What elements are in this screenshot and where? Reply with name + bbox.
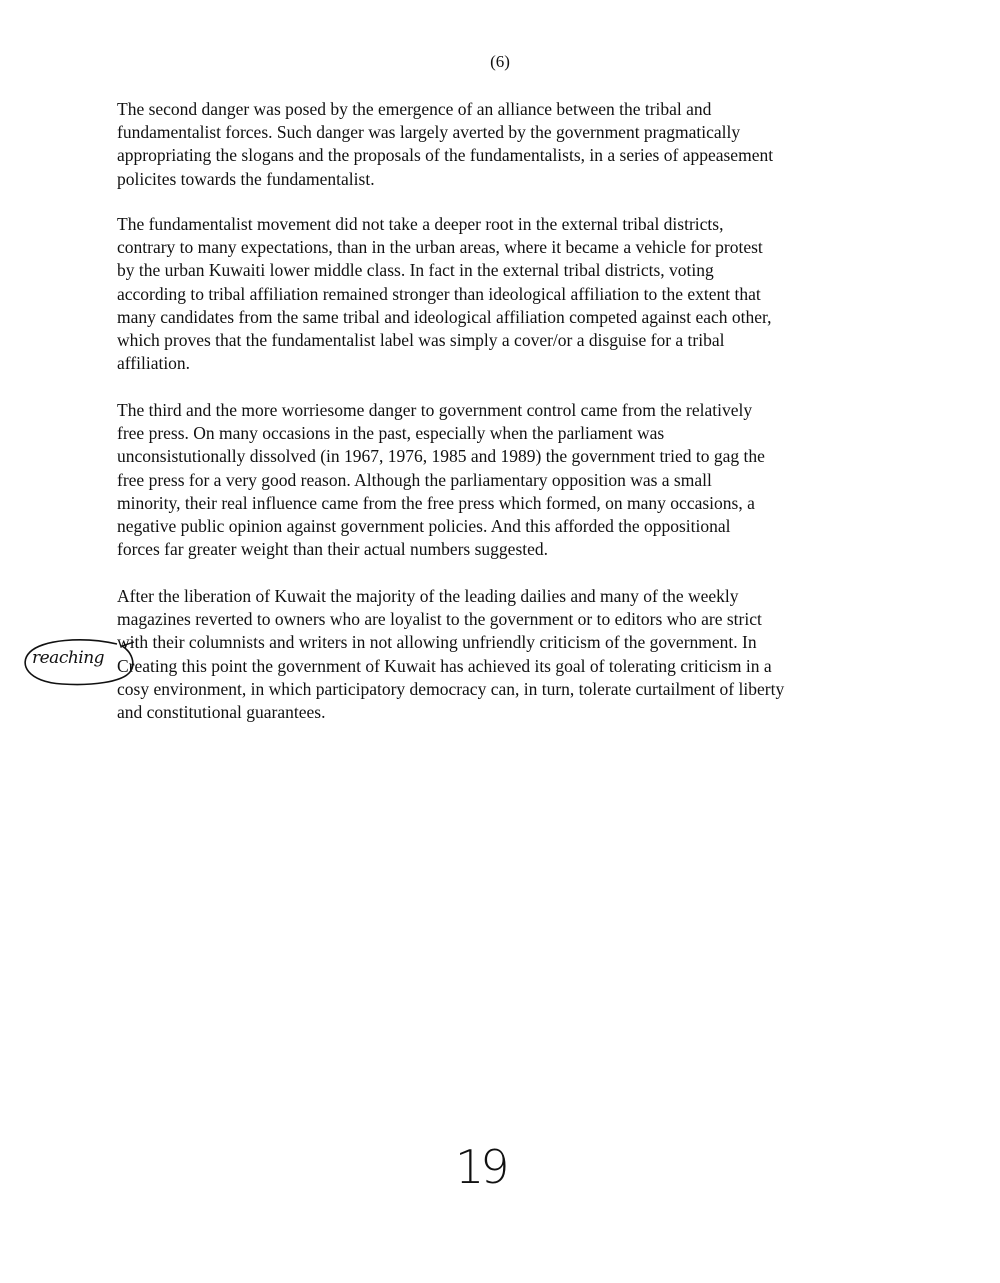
text-line: by the urban Kuwaiti lower middle class. In fact in the external tribal districts, voting xyxy=(117,260,714,281)
text-line: many candidates from the same tribal and ideological affiliation competed against each other, xyxy=(117,306,772,327)
text-line: magazines reverted to owners who are loyalist to the government or to editors who are strict xyxy=(117,609,762,630)
text-line: cosy environment, in which participatory democracy can, in turn, tolerate curtailment of liberty xyxy=(117,678,785,699)
text-line: with their columnists and writers in not allowing unfriendly criticism of the government. In xyxy=(117,632,757,653)
text-line: affiliation. xyxy=(117,353,191,374)
margin-annotation xyxy=(22,638,132,686)
paragraph-4 xyxy=(117,585,877,724)
text-line: appropriating the slogans and the proposals of the fundamentalists, in a series of appeasement xyxy=(117,145,774,166)
text-line: forces far greater weight than their actual numbers suggested. xyxy=(117,539,549,560)
page-number: (6) xyxy=(490,52,510,71)
paragraph-1 xyxy=(117,98,877,191)
paragraph-2 xyxy=(117,213,877,375)
text-line: free press for a very good reason. Although the parliamentary opposition was a small xyxy=(117,469,712,490)
text-line: The fundamentalist movement did not take a deeper root in the external tribal districts, xyxy=(117,214,724,234)
margin-note-text: reaching xyxy=(32,648,105,668)
text-line: The third and the more worriesome danger to government control came from the relatively xyxy=(117,400,753,420)
text-line: fundamentalist forces. Such danger was largely averted by the government pragmatically xyxy=(117,122,741,143)
paragraph-3 xyxy=(117,399,877,561)
text-line: unconsistutionally dissolved (in 1967, 1976, 1985 and 1989) the government tried to gag the xyxy=(117,446,765,467)
text-line: minority, their real influence came from the free press which formed, on many occasions, a xyxy=(117,492,755,513)
handwritten-page-number: 19 xyxy=(455,1140,506,1194)
text-line: free press. On many occasions in the past, especially when the parliament was xyxy=(117,423,665,444)
text-line: policites towards the fundamentalist. xyxy=(117,168,375,189)
text-line: and constitutional guarantees. xyxy=(117,702,326,723)
text-line: contrary to many expectations, than in the urban areas, where it became a vehicle for protest xyxy=(117,237,763,258)
text-line: according to tribal affiliation remained stronger than ideological affiliation to the extent that xyxy=(117,283,761,304)
text-line: negative public opinion against government policies. And this afforded the oppositional xyxy=(117,516,731,537)
text-line: Creating this point the government of Kuwait has achieved its goal of tolerating criticism in a xyxy=(117,655,772,676)
text-line: which proves that the fundamentalist label was simply a cover/or a disguise for a tribal xyxy=(117,330,725,351)
text-line: The second danger was posed by the emergence of an alliance between the tribal and xyxy=(117,99,712,119)
text-line: After the liberation of Kuwait the majority of the leading dailies and many of the weekly xyxy=(117,586,739,606)
